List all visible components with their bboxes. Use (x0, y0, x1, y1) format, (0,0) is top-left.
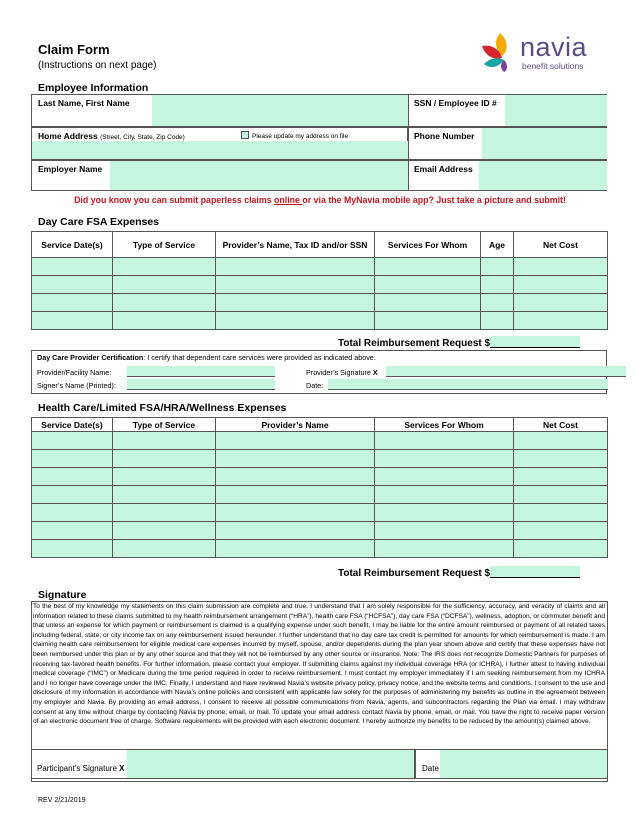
phone-input[interactable] (482, 128, 607, 159)
printed-name-input[interactable] (127, 379, 275, 390)
health-total-label: Total Reimbursement Request $ (338, 568, 491, 579)
health-total (338, 566, 580, 579)
table-cell[interactable] (216, 522, 375, 540)
table-cell[interactable] (514, 468, 608, 486)
table-cell[interactable] (375, 432, 514, 450)
table-cell[interactable] (375, 312, 481, 330)
table-cell[interactable] (113, 504, 216, 522)
ssn-label: SSN / Employee ID # (414, 98, 497, 108)
table-cell[interactable] (514, 312, 608, 330)
table-cell[interactable] (481, 312, 514, 330)
daycare-col-age: Age (481, 232, 514, 258)
phone-box (408, 127, 607, 160)
provider-sig-label: Provider’s Signature X (306, 368, 378, 377)
table-cell[interactable] (514, 450, 608, 468)
signature-terms: To the best of my knowledge my statements on this claim submission are complete and true. I understand that I am solely responsible for the sufficiency, accuracy, and veracity of claims and all information related to these claims submitted to my health reimbursement arrangement (“HRA”), health care FSA (“HCFSA”), day care FSA (“DCFSA”), wellness, adoption, or commuter benefit and that unless an expense for which payment or reimbursement is claimed is a qualifying expense under such benefit, I may be liable for the entire amount reimbursed or payment of all related taxes including federal, state, or city income tax on any reimbursement issued hereunder. I further understand that no day care tax credit is permitted for amounts for which reimbursement is made. I am claiming health care reimbursement for eligible medical care expenses incurred by myself, spouse, and/or dependents during the plan year shown above and certify that these expenses have not been reimbursed under this plan or by any other source and that they will not be reimbursed by any other source or insurance. Note: The IRS does not recognize Domestic Partners for purposes of receiving tax-favored health benefits. For further information, please contact your employer. If submitting claims against my individual coverage HRA (or ICHRA), I further attest to having individual medical coverage (“IMC”) or Medicare during the time period required in order to receive reimbursement. I must contact my employer immediately if I am seeking reimbursement from my ICHRA and I no longer have coverage under the IMC. Finally, I understand and have reviewed Navia’s website privacy policy, privacy notice, and the website terms and conditions. I consent to the use and disclosure of my information in accordance with Navia’s online policies and consistent with applicable law solely for the purposes of administering my benefits as outline in the agreement between my employer and Navia. By providing an email address, I consent to receive all possible communications from Navia, agents, and subcontractors regarding the Plan via email. I may withdraw consent at any time without charge by contacting Navia by phone, email, or mail. To update your email address contact Navia by phone, email, or mail. You have the right to receive paper version of an electronic document free of charge. Software requirements will be provided with each electronic document. I hereby authorize my benefits to be reduced by the amount(s) claimed above. (33, 603, 605, 726)
health-table (31, 417, 608, 558)
table-row (32, 468, 608, 486)
online-link[interactable]: online (274, 195, 303, 205)
address-update-checkbox[interactable] (241, 131, 249, 139)
address-input[interactable] (32, 141, 408, 159)
logo-tagline: benefit solutions (522, 61, 584, 71)
table-cell[interactable] (216, 450, 375, 468)
daycare-table (31, 231, 608, 330)
table-cell[interactable] (32, 540, 113, 558)
table-cell[interactable] (375, 504, 514, 522)
participant-sig-box (31, 749, 415, 779)
health-col-cost: Net Cost (514, 418, 608, 432)
facility-input[interactable] (127, 366, 275, 377)
cert-date-label: Date: (306, 381, 324, 390)
table-cell[interactable] (514, 540, 608, 558)
table-cell[interactable] (32, 258, 113, 276)
table-cell[interactable] (113, 486, 216, 504)
table-row (32, 432, 608, 450)
participant-sig-input[interactable] (127, 750, 414, 778)
daycare-col-cost: Net Cost (514, 232, 608, 258)
cert-date-input[interactable] (328, 379, 608, 390)
table-cell[interactable] (113, 450, 216, 468)
table-cell[interactable] (216, 540, 375, 558)
table-cell[interactable] (32, 294, 113, 312)
table-row (32, 486, 608, 504)
revision-label: REV 2/21/2019 (38, 797, 86, 804)
address-label: Home Address (Street, City, State, Zip Code) (38, 131, 185, 141)
ssn-input[interactable] (505, 95, 607, 126)
table-cell[interactable] (216, 258, 375, 276)
daycare-section-title: Day Care FSA Expenses (38, 216, 160, 228)
table-cell[interactable] (375, 276, 481, 294)
daycare-col-date: Service Date(s) (32, 232, 113, 258)
table-cell[interactable] (375, 294, 481, 312)
table-row (32, 450, 608, 468)
form-subtitle: (Instructions on next page) (38, 60, 157, 71)
signature-date-label: Date (422, 764, 439, 773)
table-cell[interactable] (375, 486, 514, 504)
table-cell[interactable] (113, 468, 216, 486)
phone-label: Phone Number (414, 131, 475, 141)
table-cell[interactable] (32, 450, 113, 468)
health-total-input[interactable] (490, 566, 580, 578)
table-cell[interactable] (216, 432, 375, 450)
table-cell[interactable] (32, 432, 113, 450)
table-cell[interactable] (514, 486, 608, 504)
table-row (32, 522, 608, 540)
table-row (32, 540, 608, 558)
table-cell[interactable] (375, 258, 481, 276)
table-row (32, 258, 608, 276)
daycare-certification (31, 350, 607, 394)
table-cell[interactable] (113, 540, 216, 558)
table-cell[interactable] (32, 468, 113, 486)
table-cell[interactable] (481, 294, 514, 312)
table-cell[interactable] (375, 450, 514, 468)
table-cell[interactable] (216, 294, 375, 312)
printed-name-label: Signer’s Name (Printed): (37, 381, 116, 390)
health-section-title: Health Care/Limited FSA/HRA/Wellness Expenses (38, 402, 287, 414)
email-input[interactable] (479, 161, 607, 190)
table-cell[interactable] (375, 522, 514, 540)
table-cell[interactable] (481, 276, 514, 294)
address-update-option[interactable] (241, 131, 348, 140)
signature-section-title: Signature (38, 589, 87, 601)
table-cell[interactable] (113, 432, 216, 450)
table-cell[interactable] (481, 258, 514, 276)
employee-name-label: Last Name, First Name (38, 98, 130, 108)
form-title: Claim Form (38, 42, 110, 57)
table-cell[interactable] (375, 540, 514, 558)
email-label: Email Address (414, 164, 473, 174)
table-cell[interactable] (113, 312, 216, 330)
employee-name-input[interactable] (152, 95, 408, 126)
email-box (408, 160, 607, 191)
employer-input[interactable] (110, 161, 408, 190)
table-cell[interactable] (32, 522, 113, 540)
table-cell[interactable] (32, 504, 113, 522)
table-cell[interactable] (113, 522, 216, 540)
address-hint: (Street, City, State, Zip Code) (100, 134, 185, 141)
address-update-label: Please update my address on file (252, 133, 349, 140)
table-cell[interactable] (216, 468, 375, 486)
table-cell[interactable] (113, 294, 216, 312)
table-cell[interactable] (375, 468, 514, 486)
signature-date-input[interactable] (440, 750, 607, 778)
daycare-col-type: Type of Service (113, 232, 216, 258)
employer-label: Employer Name (38, 164, 103, 174)
facility-label: Provider/Facility Name: (37, 368, 112, 377)
table-cell[interactable] (514, 432, 608, 450)
signature-date-box (415, 749, 608, 779)
daycare-total (338, 336, 580, 349)
table-cell[interactable] (514, 522, 608, 540)
provider-sig-input[interactable] (386, 366, 626, 377)
logo-name: navia (520, 32, 588, 62)
navia-logo (478, 30, 608, 74)
table-cell[interactable] (514, 504, 608, 522)
daycare-col-whom: Services For Whom (375, 232, 481, 258)
health-col-type: Type of Service (113, 418, 216, 432)
table-cell[interactable] (216, 312, 375, 330)
table-cell[interactable] (32, 486, 113, 504)
table-cell[interactable] (113, 276, 216, 294)
table-row (32, 276, 608, 294)
table-cell[interactable] (216, 504, 375, 522)
daycare-total-label: Total Reimbursement Request $ (338, 338, 491, 349)
navia-leaf-icon (478, 30, 524, 74)
paperless-promo: Did you know you can submit paperless claims online or via the MyNavia mobile app? Just take a picture and submit! (74, 195, 566, 205)
employee-section-title: Employee Information (38, 82, 149, 94)
address-box (31, 127, 408, 160)
table-cell[interactable] (514, 258, 608, 276)
employee-name-box (31, 94, 408, 127)
table-cell[interactable] (32, 312, 113, 330)
table-cell[interactable] (216, 276, 375, 294)
table-row (32, 294, 608, 312)
table-cell[interactable] (514, 294, 608, 312)
daycare-total-input[interactable] (490, 336, 580, 348)
health-col-whom: Services For Whom (375, 418, 514, 432)
employer-box (31, 160, 408, 191)
cert-statement: Day Care Provider Certification: I certify that dependent care services were provided as indicated above. (37, 353, 376, 362)
health-col-provider: Provider’s Name (216, 418, 375, 432)
table-row (32, 312, 608, 330)
table-cell[interactable] (216, 486, 375, 504)
table-cell[interactable] (32, 276, 113, 294)
health-col-date: Service Date(s) (32, 418, 113, 432)
table-cell[interactable] (514, 276, 608, 294)
participant-sig-label: Participant’s Signature X (37, 764, 125, 773)
table-row (32, 504, 608, 522)
ssn-box (408, 94, 607, 127)
daycare-col-provider: Provider’s Name, Tax ID and/or SSN (216, 232, 375, 258)
table-cell[interactable] (113, 258, 216, 276)
